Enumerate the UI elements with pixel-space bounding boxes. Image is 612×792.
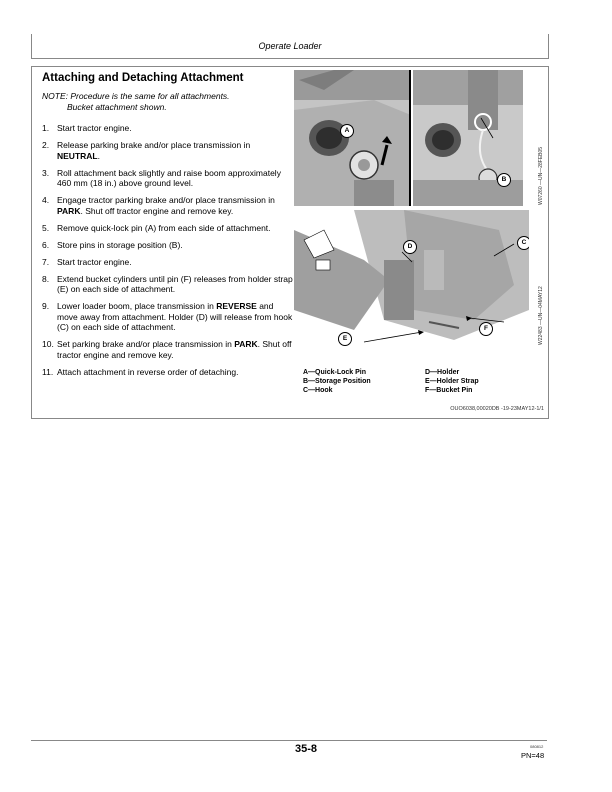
legend-item: B—Storage Position [303, 378, 371, 385]
legend-item: E—Holder Strap [425, 378, 479, 385]
top-figure-id: W07260 —UN—28FEB05 [538, 146, 544, 205]
step-emphasis: PARK [57, 205, 81, 216]
legend-item: A—Quick-Lock Pin [303, 369, 367, 376]
step-text: Set parking brake and/or place transmission in [57, 339, 235, 349]
step-item [42, 123, 294, 134]
step-item [42, 240, 294, 251]
step-number: 9. [42, 301, 50, 311]
callout-a: A [340, 124, 354, 138]
legend-item: C—Hook [303, 387, 333, 394]
running-header [31, 34, 549, 59]
step-number: 7. [42, 256, 50, 267]
step-text: Start tractor engine. [57, 123, 132, 133]
step-text: Engage tractor parking brake and/or place transmission in [57, 195, 275, 205]
callout-c: C [517, 236, 529, 250]
step-emphasis: NEUTRAL [57, 150, 98, 161]
step-item [42, 339, 294, 360]
step-number: 8. [42, 273, 50, 284]
callout-b: B [497, 173, 511, 187]
step-text-end: and move away from attachment. Holder (D) will release from hook (C) on each side of attachment. [57, 301, 293, 332]
step-text: Store pins in storage position (B). [57, 239, 183, 250]
photo-quick-lock-pin [294, 70, 411, 206]
note-line-1: NOTE: Procedure is the same for all attachments. [42, 91, 230, 101]
step-text: Roll attachment back slightly and raise boom approximately 460 mm (18 in.) above ground level. [57, 167, 281, 188]
illustration-bucket-attach [294, 210, 529, 358]
step-item [42, 257, 294, 268]
reference-code: OUO6038,00020DB -19-23MAY12-1/1 [450, 406, 544, 412]
photo-quick-lock-pin-drawing [294, 70, 411, 206]
step-text-end: . [97, 150, 100, 161]
step-number: 1. [42, 123, 50, 133]
photo-divider [409, 70, 411, 206]
illustration-bucket-attach-drawing [294, 210, 529, 358]
step-number: 5. [42, 222, 50, 233]
procedure-section [31, 66, 549, 419]
header-title: Operate Loader [258, 41, 322, 51]
step-item [42, 367, 294, 378]
legend-item: F—Bucket Pin [425, 387, 473, 394]
step-item [42, 140, 294, 161]
note [42, 91, 230, 113]
step-item [42, 223, 294, 234]
step-text: Lower loader boom, place transmission in [57, 301, 217, 311]
step-text-end: . Shut off tractor engine and remove key. [80, 205, 234, 216]
pn-number: PN=48 [521, 751, 545, 760]
step-item [42, 301, 294, 333]
callout-e: E [338, 332, 352, 346]
step-text: Extend bucket cylinders until pin (F) releases from holder strap (E) on each side of attachment. [57, 273, 293, 294]
step-text: Start tractor engine. [57, 256, 132, 267]
callout-d: D [403, 240, 417, 254]
photo-storage-position [413, 70, 523, 206]
step-text-end: . Shut off tractor engine and remove key. [57, 339, 292, 360]
step-text: Remove quick-lock pin (A) from each side of attachment. [57, 222, 271, 233]
step-text: Release parking brake and/or place transmission in [57, 140, 251, 150]
step-emphasis: REVERSE [216, 301, 257, 311]
step-number: 10. [42, 339, 54, 349]
legend-col-2 [425, 368, 479, 395]
step-number: 6. [42, 239, 50, 250]
step-emphasis: PARK [234, 339, 258, 349]
step-number: 11. [42, 366, 54, 377]
footer-rule [31, 740, 547, 741]
step-number: 3. [42, 167, 50, 178]
step-item [42, 274, 294, 295]
step-number: 2. [42, 140, 50, 150]
bottom-figure-id: W22483 —UN—04MAY12 [538, 286, 544, 345]
step-item [42, 168, 294, 189]
step-text: Attach attachment in reverse order of detaching. [57, 366, 239, 377]
steps-list [42, 123, 294, 384]
step-item [42, 195, 294, 216]
step-number: 4. [42, 195, 50, 205]
callout-f: F [479, 322, 493, 336]
legend-col-1 [303, 368, 371, 395]
page-number: 35-8 [294, 743, 318, 755]
footer-date: 080812 [530, 744, 544, 749]
legend-item: D—Holder [425, 369, 460, 376]
note-line-2: Bucket attachment shown. [67, 102, 167, 112]
section-title: Attaching and Detaching Attachment [42, 72, 244, 84]
